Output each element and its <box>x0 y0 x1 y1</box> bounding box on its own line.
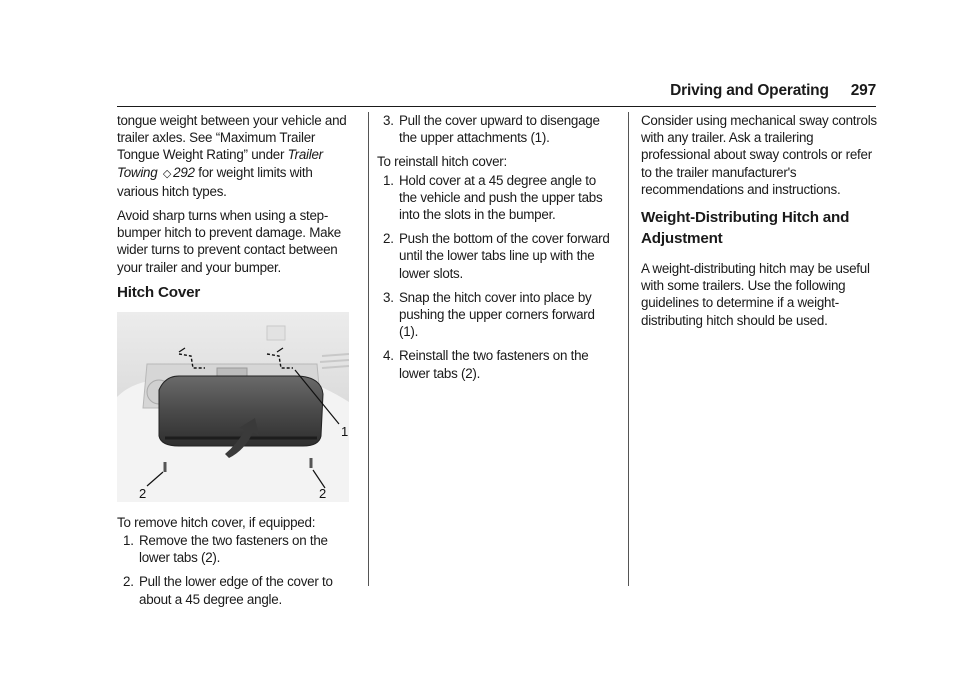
trailer-towing-link[interactable]: Trailer Towing <box>117 147 323 180</box>
list-item: 1. Hold cover at a 45 degree angle to the vehicle and push the upper tabs into the slots in the bumper. <box>383 172 603 223</box>
callout-2-left: 2 <box>139 485 146 501</box>
column-middle <box>377 112 614 389</box>
column-divider-2 <box>628 112 629 586</box>
reinstall-intro: To reinstall hitch cover: <box>377 154 507 170</box>
hitch-cover-drawing <box>117 312 349 502</box>
column-left <box>117 112 357 615</box>
weight-distributing-heading: Weight-Distributing Hitch and Adjustment <box>641 209 850 248</box>
paragraph-tongue-weight: tongue weight between your vehicle and trailer axles. See “Maximum Trailer Tongue Weight Rating” under Trailer Towing ◇ 292 for weight limits with various hitch types. <box>117 113 347 199</box>
page-header <box>476 82 876 100</box>
hitch-cover-illustration <box>117 312 349 502</box>
list-item: 3. Snap the hitch cover into place by pushing the upper corners forward (1). <box>383 289 595 340</box>
bumper-sensor <box>267 326 285 340</box>
paragraph-sway-controls: Consider using mechanical sway controls with any trailer. Ask a trailering professional about sway controls or refer to the trailer manufacturer's recommendations and instructions. <box>641 113 877 197</box>
list-item: 4. Reinstall the two fasteners on the lower tabs (2). <box>383 348 589 381</box>
list-item: 3. Pull the cover upward to disengage the upper attachments (1). <box>383 113 600 146</box>
callout-1: 1 <box>341 423 348 439</box>
column-divider-1 <box>368 112 369 586</box>
section-title: Driving and Operating <box>670 82 829 99</box>
hitch-cover-heading: Hitch Cover <box>117 283 201 301</box>
remove-steps <box>117 532 357 608</box>
hitch-cover-panel <box>159 376 323 446</box>
header-divider <box>117 106 876 107</box>
remove-steps-continued <box>377 112 614 146</box>
column-right <box>641 112 877 336</box>
page-reference[interactable]: 292 <box>173 164 195 180</box>
list-item: 2. Push the bottom of the cover forward until the lower tabs line up with the lower slots. <box>383 231 610 281</box>
remove-intro: To remove hitch cover, if equipped: <box>117 514 316 530</box>
page-number: 297 <box>850 82 876 99</box>
reinstall-steps <box>377 172 614 382</box>
callout-2-right: 2 <box>319 485 326 501</box>
page-reference-icon: ◇ <box>162 167 172 180</box>
list-item: 2. Pull the lower edge of the cover to about a 45 degree angle. <box>123 574 333 607</box>
paragraph-weight-distributing: A weight-distributing hitch may be useful with some trailers. Use the following guidelines to determine if a weight-distributing hitch should be used. <box>641 261 870 328</box>
paragraph-sharp-turns: Avoid sharp turns when using a step-bumper hitch to prevent damage. Make wider turns to prevent contact between your trailer and your bumper. <box>117 208 341 275</box>
list-item: 1. Remove the two fasteners on the lower tabs (2). <box>123 533 328 566</box>
